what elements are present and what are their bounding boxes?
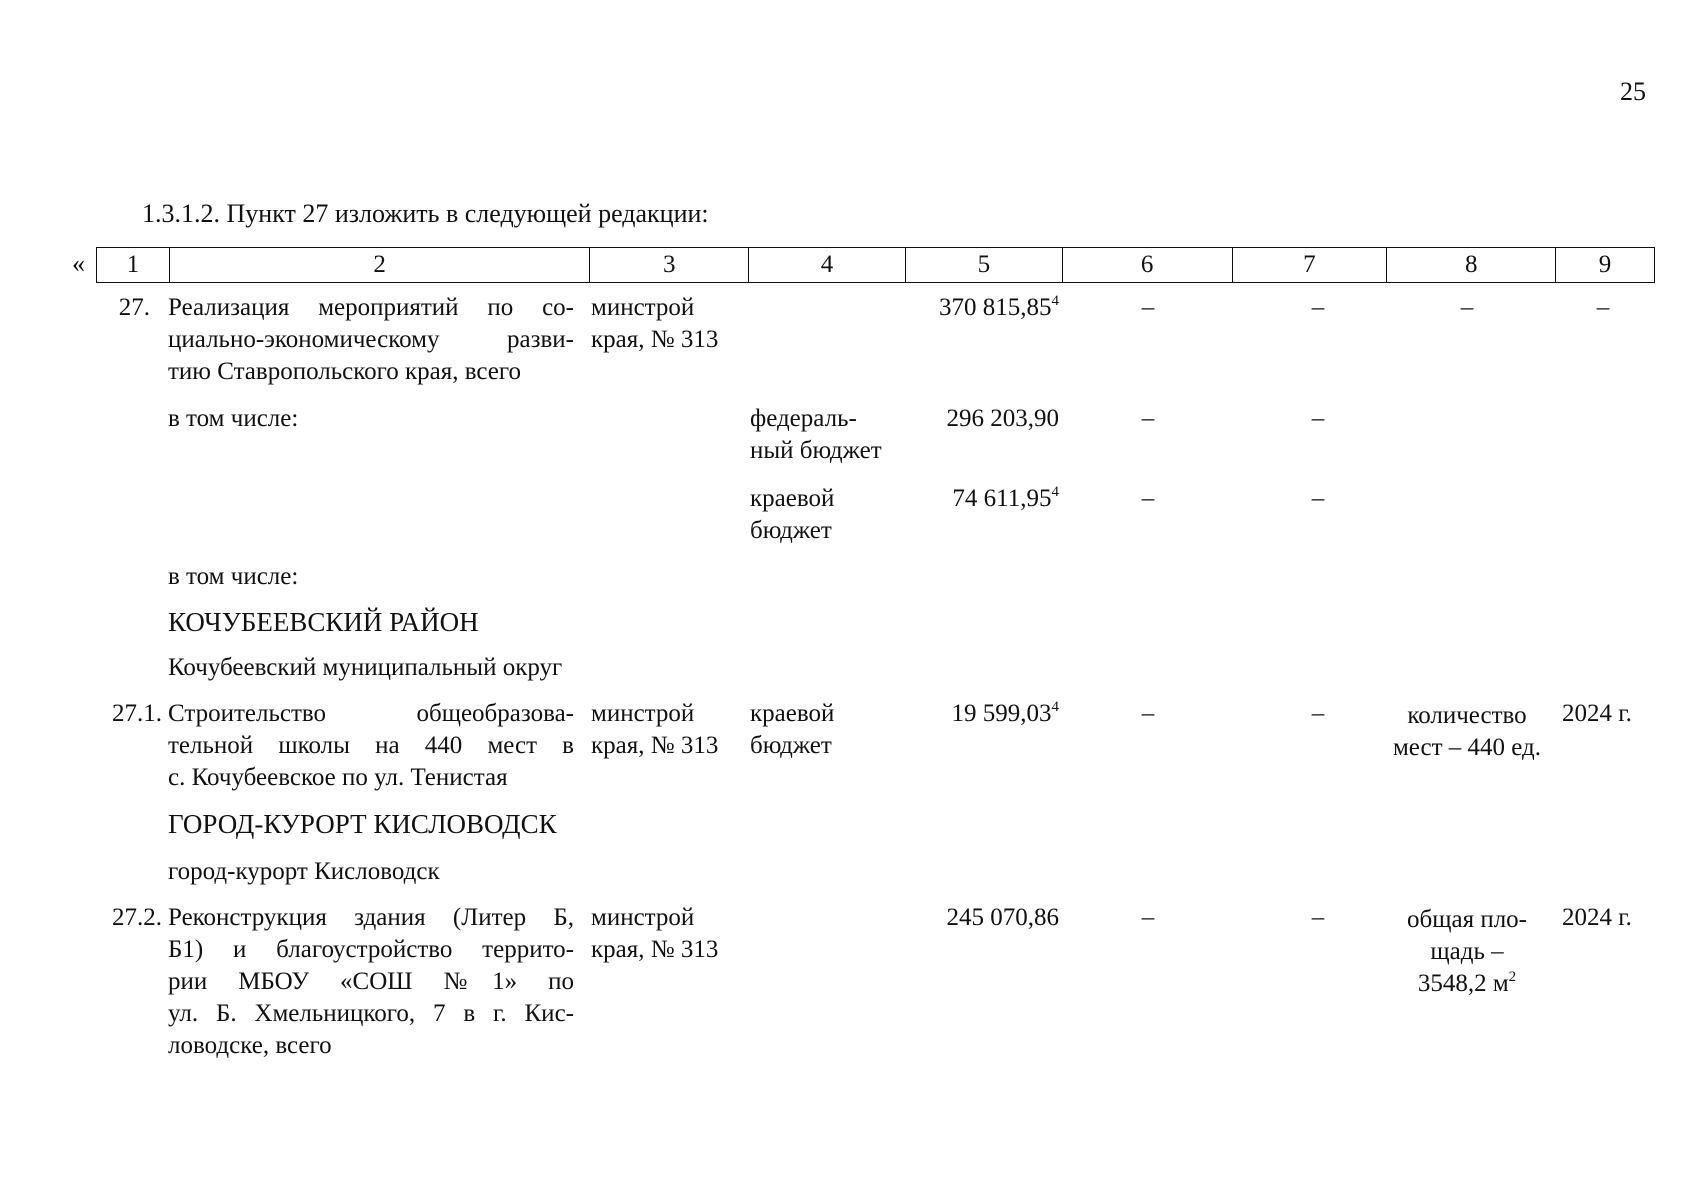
item-name-line: ул. Б. Хмельницкого, 7 в г. Кис- — [168, 1000, 574, 1027]
item-year: 2024 г. — [1562, 700, 1632, 727]
item-name — [168, 698, 574, 794]
col6-dash: – — [1141, 294, 1155, 321]
col6-dash: – — [1141, 700, 1155, 727]
column-header-row — [96, 247, 1655, 283]
col7-dash: – — [1311, 294, 1325, 321]
item-name-line: Строительство общеобразова- — [168, 700, 574, 727]
column-header-3: 3 — [590, 248, 749, 282]
funding-source — [750, 483, 834, 547]
intro-text: 1.3.1.2. Пункт 27 изложить в следующей редакции: — [142, 199, 709, 228]
col6-dash: – — [1141, 904, 1155, 931]
source-line: ный бюджет — [750, 437, 882, 464]
executor-line: минстрой — [591, 904, 695, 931]
indicator-line: количество — [1407, 702, 1527, 729]
col9-dash: – — [1596, 294, 1610, 321]
funding-source — [750, 403, 882, 467]
item-indicator — [1378, 700, 1556, 764]
source-line: краевой — [750, 485, 835, 512]
including-label: в том числе: — [168, 563, 299, 590]
indicator-line: щадь – — [1430, 938, 1504, 965]
source-line: федераль- — [750, 405, 857, 432]
column-header-8: 8 — [1387, 248, 1556, 282]
item-name — [168, 292, 574, 388]
indicator-line — [1378, 968, 1556, 1000]
municipality-heading: город-курорт Кисловодск — [168, 858, 440, 885]
col7-dash: – — [1311, 700, 1325, 727]
col7-dash: – — [1311, 485, 1325, 512]
item-number: 27.2. — [112, 904, 162, 931]
item-amount — [900, 292, 1059, 324]
col8-dash: – — [1460, 294, 1474, 321]
col7-dash: – — [1311, 904, 1325, 931]
amount-value: 74 611,95 — [952, 485, 1052, 512]
funding-source — [750, 698, 834, 762]
municipality-heading: Кочубеевский муниципальный округ — [168, 654, 563, 681]
amount-value: 370 815,85 — [939, 294, 1052, 321]
item-name — [168, 902, 574, 1062]
column-header-9: 9 — [1598, 251, 1612, 278]
executor-line: края, № 313 — [591, 732, 719, 759]
indicator-line: мест – 440 ед. — [1392, 734, 1542, 761]
district-heading: КОЧУБЕЕВСКИЙ РАЙОН — [168, 607, 479, 637]
indicator-value: 3548,2 м — [1417, 970, 1509, 997]
item-name-line: Реализация мероприятий по со- — [168, 294, 574, 321]
item-number: 27. — [118, 294, 150, 321]
source-line: краевой — [750, 700, 835, 727]
item-name-line: ловодске, всего — [168, 1032, 332, 1059]
district-heading: ГОРОД-КУРОРТ КИСЛОВОДСК — [168, 809, 557, 839]
column-header-2: 2 — [170, 248, 590, 282]
executor-line: края, № 313 — [591, 326, 719, 353]
item-name-line: с. Кочубеевское по ул. Тенистая — [168, 764, 508, 791]
column-header-5: 5 — [906, 248, 1063, 282]
item-amount — [900, 698, 1059, 730]
item-executor — [591, 698, 718, 762]
item-amount: 245 070,86 — [946, 904, 1059, 931]
amount-footnote: 4 — [1051, 484, 1059, 500]
item-name-line: Реконструкция здания (Литер Б, — [168, 904, 574, 931]
including-label: в том числе: — [168, 405, 299, 432]
executor-line: минстрой — [591, 700, 695, 727]
column-header-1: 1 — [97, 248, 170, 282]
item-executor — [591, 292, 718, 356]
page-number: 25 — [1620, 77, 1646, 106]
source-line: бюджет — [750, 517, 832, 544]
col6-dash: – — [1141, 485, 1155, 512]
indicator-line: общая пло- — [1407, 906, 1527, 933]
item-name-line: Б1) и благоустройство террито- — [168, 936, 574, 963]
source-line: бюджет — [750, 732, 832, 759]
amount-value: 19 599,03 — [951, 700, 1052, 727]
column-header-6: 6 — [1063, 248, 1233, 282]
item-indicator — [1378, 904, 1556, 1000]
amount-footnote: 4 — [1051, 699, 1059, 715]
regional-amount — [900, 483, 1059, 515]
item-executor — [591, 902, 718, 966]
col7-dash: – — [1311, 405, 1325, 432]
executor-line: края, № 313 — [591, 936, 719, 963]
item-name-line: тельной школы на 440 мест в — [168, 732, 574, 759]
col6-dash: – — [1141, 405, 1155, 432]
column-header-7: 7 — [1233, 248, 1388, 282]
indicator-unit-superscript: 2 — [1508, 969, 1517, 985]
item-name-line: циально-экономическому разви- — [168, 326, 574, 353]
executor-line: минстрой — [591, 294, 695, 321]
amount-footnote: 4 — [1051, 293, 1059, 309]
item-number: 27.1. — [112, 700, 162, 727]
open-quote: « — [72, 249, 85, 278]
federal-amount: 296 203,90 — [946, 405, 1059, 432]
column-header-4: 4 — [749, 248, 906, 282]
item-name-line: тию Ставропольского края, всего — [168, 358, 522, 385]
item-year: 2024 г. — [1562, 904, 1632, 931]
item-name-line: рии МБОУ «СОШ №1» по — [168, 968, 574, 995]
